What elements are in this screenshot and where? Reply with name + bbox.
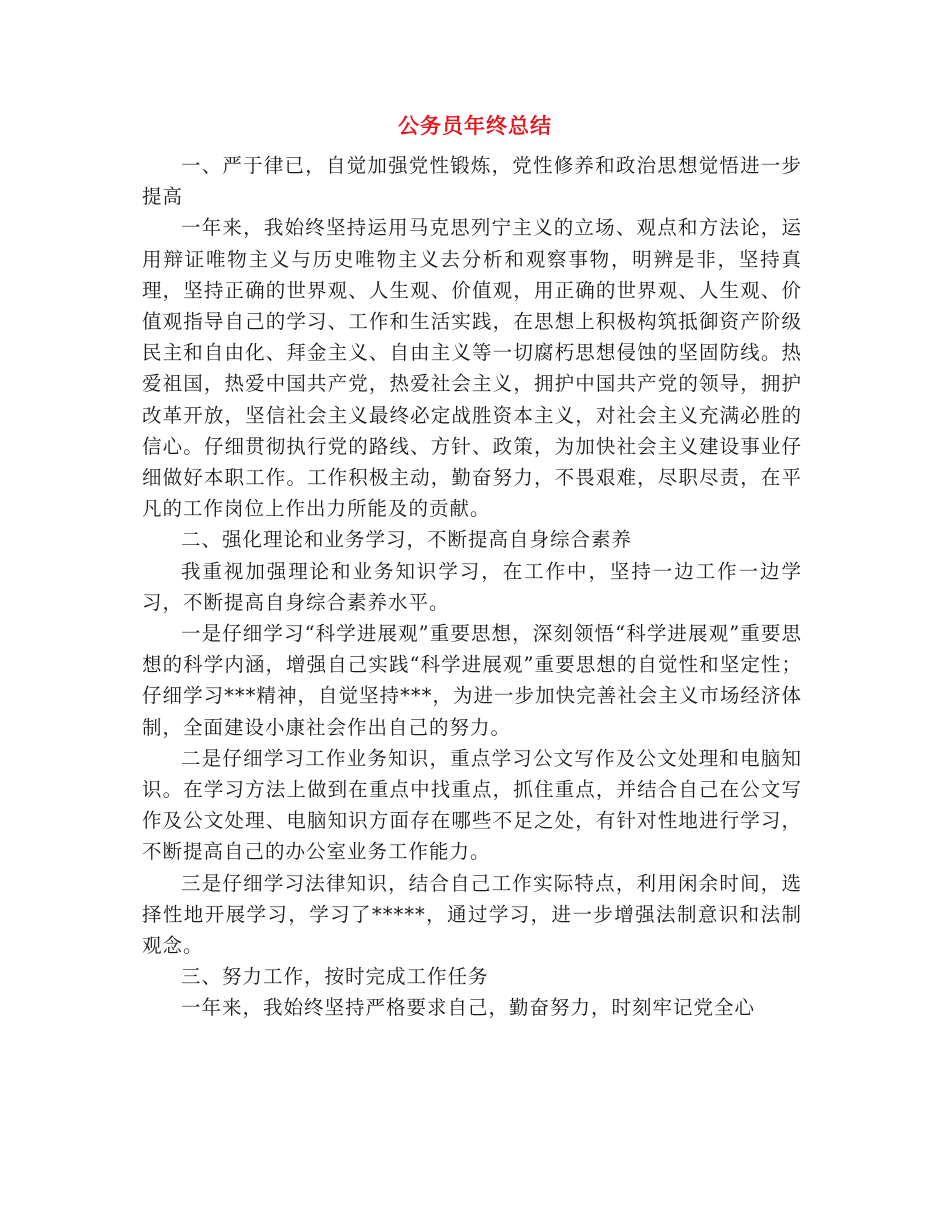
paragraph: 一是仔细学习“科学进展观”重要思想，深刻领悟“科学进展观”重要思想的科学内涵，增强自己实践“科学进展观”重要思想的自觉性和坚定性；仔细学习***精神，自觉坚持***，为进一步加快完善社会主义市场经济体制，全面建设小康社会作出自己的努力。 <box>142 622 802 739</box>
heading-section-2: 二、强化理论和业务学习，不断提高自身综合素养 <box>181 528 633 552</box>
document-title: 公务员年终总结 <box>398 114 552 138</box>
paragraph: 一年来，我始终坚持运用马克思列宁主义的立场、观点和方法论，运用辩证唯物主义与历史唯物主义去分析和观察事物，明辨是非，坚持真理，坚持正确的世界观、人生观、价值观，用正确的世界观、人生观、价值观指导自己的学习、工作和生活实践，在思想上积极构筑抵御资产阶级民主和自由化、拜金主义、自由主义等一切腐朽思想侵蚀的坚固防线。热爱祖国，热爱中国共产党，热爱社会主义，拥护中国共产党的领导，拥护改革开放，坚信社会主义最终必定战胜资本主义，对社会主义充满必胜的信心。仔细贯彻执行党的路线、方针、政策，为加快社会主义建设事业仔细做好本职工作。工作积极主动，勤奋努力，不畏艰难，尽职尽责，在平凡的工作岗位上作出力所能及的贡献。 <box>142 216 802 521</box>
document-body <box>142 150 802 1024</box>
heading-section-3: 三、努力工作，按时完成工作任务 <box>181 965 489 989</box>
paragraph: 三是仔细学习法律知识，结合自己工作实际特点，利用闲余时间，选择性地开展学习，学习了*****，通过学习，进一步增强法制意识和法制观念。 <box>142 871 802 958</box>
paragraph: 一年来，我始终坚持严格要求自己，勤奋努力，时刻牢记党全心 <box>181 996 756 1020</box>
paragraph: 我重视加强理论和业务知识学习，在工作中，坚持一边工作一边学习，不断提高自身综合素养水平。 <box>142 559 802 614</box>
paragraph: 二是仔细学习工作业务知识，重点学习公文写作及公文处理和电脑知识。在学习方法上做到在重点中找重点，抓住重点，并结合自己在公文写作及公文处理、电脑知识方面存在哪些不足之处，有针对性地进行学习，不断提高自己的办公室业务工作能力。 <box>142 746 802 864</box>
heading-section-1: 一、严于律已，自觉加强党性锻炼，党性修养和政治思想觉悟进一步提高 <box>142 154 802 209</box>
